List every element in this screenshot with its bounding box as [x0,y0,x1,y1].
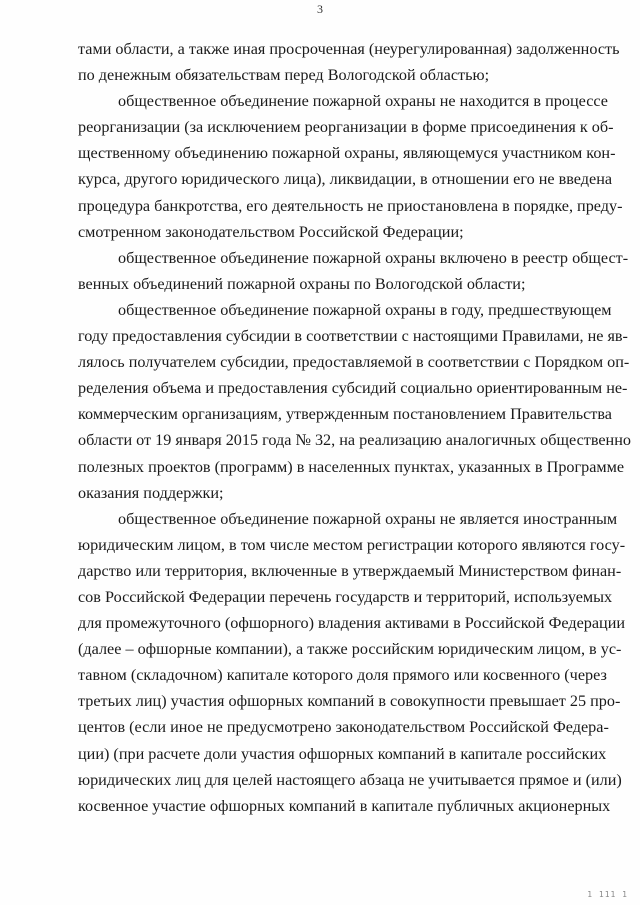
text-line: полезных проектов (программ) в населенных пунктах, указанных в Программе [78,457,625,476]
text-line: щественному объединению пожарной охраны, являющемуся участником кон- [78,144,616,163]
text-line: общественное объединение пожарной охраны не является иностранным [118,509,618,528]
text-line: области от 19 января 2015 года № 32, на реализацию аналогичных общественно [78,431,631,450]
text-line: лялось получателем субсидии, предоставляемой в соответствии с Порядком оп- [78,353,630,372]
text-line: тами области, а также иная просроченная (неурегулированная) задолженность [78,40,620,58]
text-line: коммерческим организациям, утвержденным постановлением Правительства [78,405,612,424]
text-line: сов Российской Федерации перечень государств и территорий, используемых [78,587,613,606]
text-line: юридических лиц для целей настоящего абзаца не учитывается прямое и (или) [78,770,622,789]
page-number: 3 [317,2,323,16]
paragraph [78,88,623,245]
paragraph [78,36,620,88]
text-line: третьих лиц) участия офшорных компаний в совокупности превышает 25 про- [78,692,621,711]
text-line: процедура банкротства, его деятельность не приостановлена в порядке, преду- [78,196,623,215]
document-body [78,36,631,819]
paragraph [78,297,631,506]
text-line: общественное объединение пожарной охраны в году, предшествующем [118,300,612,319]
text-line: смотренном законодательством Российской Федерации; [78,222,464,241]
text-line: для промежуточного (офшорного) владения активами в Российской Федерации [78,614,626,633]
text-line: курса, другого юридического лица), ликвидации, в отношении его не введена [78,170,613,189]
text-line: по денежным обязательствам перед Вологодской областью; [78,66,490,85]
footer-mark: 1 111 1 [587,890,628,899]
text-line: общественное объединение пожарной охраны не находится в процессе [118,92,608,111]
text-line: общественное объединение пожарной охраны включено в реестр общест- [118,248,629,267]
text-line: реорганизации (за исключением реорганизации в форме присоединения к об- [78,118,614,137]
text-line: тавном (складочном) капитале которого доля прямого или косвенного (через [78,666,607,685]
text-line: (далее – офшорные компании), а также российским юридическим лицом, в ус- [78,640,622,659]
paragraph [78,506,626,819]
text-line: косвенное участие офшорных компаний в капитале публичных акционерных [78,796,611,815]
text-line: венных объединений пожарной охраны по Вологодской области; [78,274,526,293]
text-line: дарство или территория, включенные в утверждаемый Министерством финан- [78,561,622,580]
text-line: ции) (при расчете доли участия офшорных компаний в капитале российских [78,744,607,763]
text-line: году предоставления субсидии в соответствии с настоящими Правилами, не яв- [78,327,628,346]
paragraph [78,245,629,297]
text-line: оказания поддержки; [78,483,224,502]
text-line: центов (если иное не предусмотрено законодательством Российской Федера- [78,718,609,737]
text-line: юридическим лицом, в том числе местом регистрации которого являются госу- [78,535,626,554]
text-line: ределения объема и предоставления субсидий социально ориентированным не- [78,379,628,398]
